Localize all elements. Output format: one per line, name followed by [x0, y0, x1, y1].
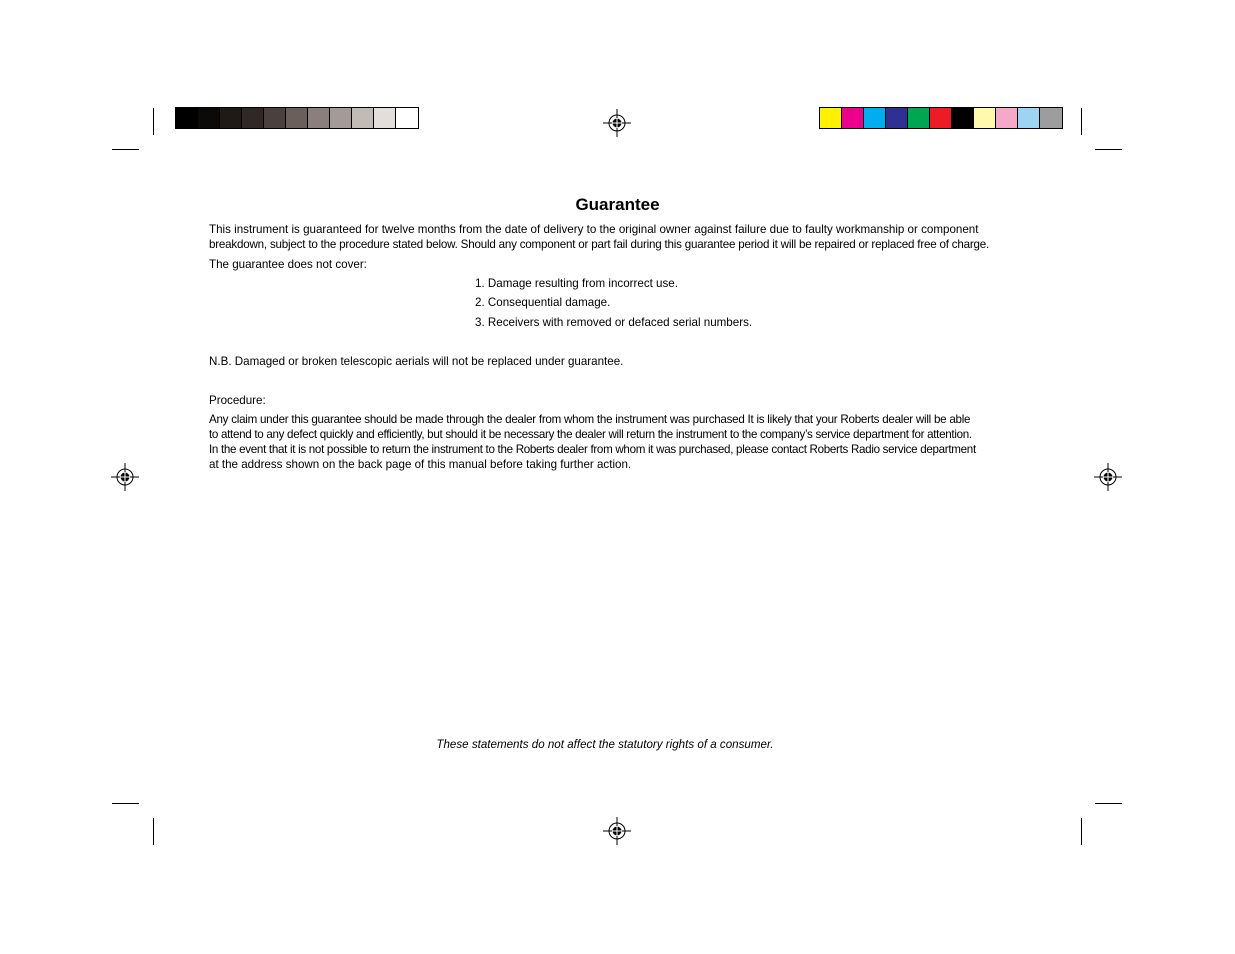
calibration-swatch: [374, 108, 396, 128]
intro-line-2: breakdown, subject to the procedure stated below. Should any component or part fail during this guarantee period it will be repaired or replaced free of charge.: [209, 238, 990, 251]
calibration-swatch: [330, 108, 352, 128]
crop-mark-bottom-right-horizontal: [1095, 803, 1122, 804]
registration-mark-bottom-icon: [603, 817, 631, 845]
procedure-line: In the event that it is not possible to return the instrument to the Roberts dealer from whom it was purchased, please contact Roberts Radio service department: [209, 443, 976, 456]
procedure-line: to attend to any defect quickly and efficiently, but should it be necessary the dealer will return the instrument to the company’s service department for attention.: [209, 428, 972, 441]
calibration-swatch: [1040, 108, 1062, 128]
calibration-swatch: [176, 108, 198, 128]
calibration-swatch: [864, 108, 886, 128]
calibration-swatch: [820, 108, 842, 128]
nb-note: N.B. Damaged or broken telescopic aerials will not be replaced under guarantee.: [209, 355, 624, 368]
calibration-swatch: [198, 108, 220, 128]
calibration-swatch: [396, 108, 418, 128]
crop-mark-top-right-horizontal: [1095, 149, 1122, 150]
calibration-swatch: [308, 108, 330, 128]
crop-mark-bottom-right-vertical: [1081, 818, 1082, 845]
calibration-swatch: [242, 108, 264, 128]
exclusion-item: 1. Damage resulting from incorrect use.: [475, 277, 678, 290]
calibration-swatch: [352, 108, 374, 128]
intro-line-1: This instrument is guaranteed for twelve months from the date of delivery to the original owner against failure due to faulty workmanship or component: [209, 223, 979, 236]
procedure-line: Any claim under this guarantee should be made through the dealer from whom the instrument was purchased It is likely that your Roberts dealer will be able: [209, 413, 971, 426]
calibration-swatch: [886, 108, 908, 128]
calibration-swatch: [286, 108, 308, 128]
calibration-swatch: [952, 108, 974, 128]
crop-mark-top-left-horizontal: [112, 149, 139, 150]
calibration-swatch: [996, 108, 1018, 128]
statutory-rights-note: These statements do not affect the statutory rights of a consumer.: [436, 738, 774, 751]
calibration-swatch: [842, 108, 864, 128]
calibration-swatch: [1018, 108, 1040, 128]
page-title: Guarantee: [575, 195, 660, 214]
not-cover-heading: The guarantee does not cover:: [209, 258, 367, 271]
calibration-swatch: [930, 108, 952, 128]
registration-mark-left-icon: [111, 463, 139, 491]
crop-mark-bottom-left-horizontal: [112, 803, 139, 804]
calibration-swatch: [220, 108, 242, 128]
calibration-swatch: [908, 108, 930, 128]
grayscale-calibration-bar: [175, 107, 419, 129]
color-calibration-bar: [819, 107, 1063, 129]
procedure-heading: Procedure:: [209, 394, 266, 407]
procedure-line: at the address shown on the back page of this manual before taking further action.: [209, 458, 632, 471]
calibration-swatch: [264, 108, 286, 128]
calibration-swatch: [974, 108, 996, 128]
crop-mark-top-left-vertical: [153, 108, 154, 135]
registration-mark-top-icon: [603, 109, 631, 137]
exclusion-item: 3. Receivers with removed or defaced serial numbers.: [475, 316, 753, 329]
exclusion-item: 2. Consequential damage.: [475, 296, 611, 309]
crop-mark-bottom-left-vertical: [153, 818, 154, 845]
registration-mark-right-icon: [1094, 463, 1122, 491]
crop-mark-top-right-vertical: [1081, 108, 1082, 135]
